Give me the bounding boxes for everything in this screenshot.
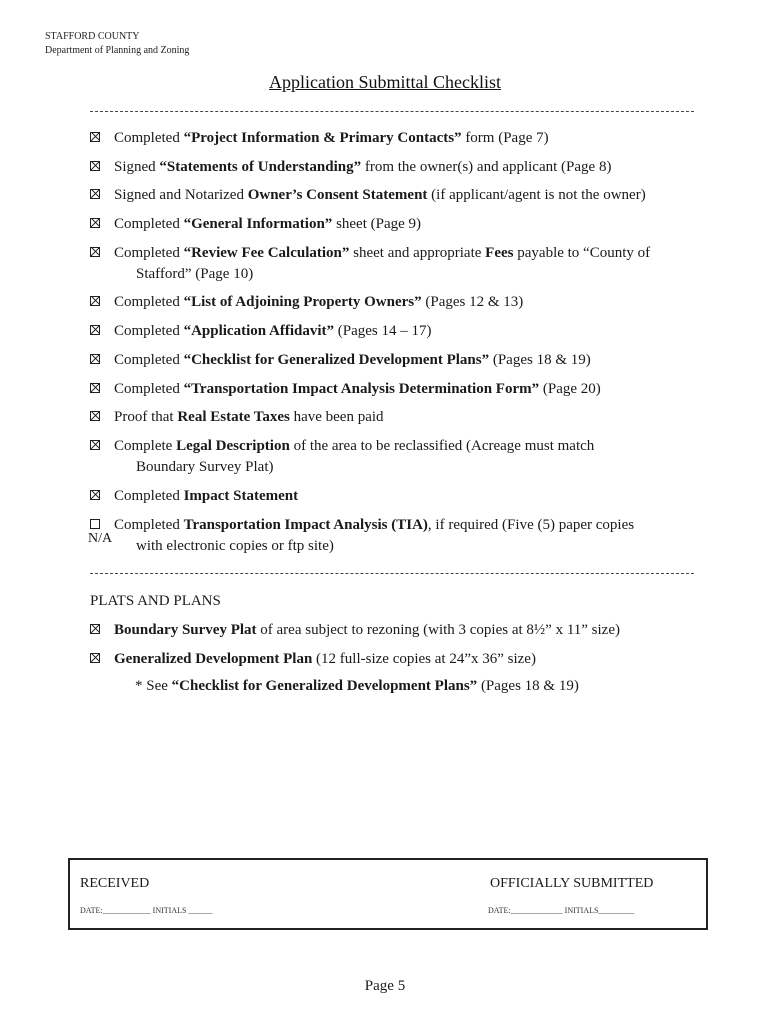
submitted-date-initials: DATE:_____________ INITIALS_________ (488, 906, 635, 915)
received-label: RECEIVED (80, 876, 150, 891)
item-line (90, 350, 710, 371)
item-text: form (Page 7) (461, 130, 549, 146)
item-text: Signed and Notarized (114, 187, 248, 203)
page-number: Page 5 (364, 978, 406, 994)
checklist-item-1 (90, 128, 710, 149)
item-text: Completed (114, 323, 184, 339)
item-line (90, 407, 710, 428)
item-text: Complete (114, 438, 177, 454)
item-line (90, 292, 710, 313)
item-text: Signed (114, 159, 160, 175)
emphasis-text: “Application Affidavit” (183, 323, 335, 339)
item-line (90, 157, 710, 178)
checklist-item-6 (90, 292, 710, 313)
checked-box-icon[interactable] (90, 490, 100, 500)
item-text: Completed (114, 245, 184, 261)
plans-item-1 (90, 620, 710, 641)
plans-note (135, 678, 579, 695)
divider-middle (90, 573, 694, 574)
item-text: sheet (Page 9) (332, 216, 422, 232)
department-name: Department of Planning and Zoning (45, 45, 190, 56)
item-text: Boundary Survey Plat) (136, 459, 274, 475)
item-line-continued (90, 264, 710, 285)
item-text: (if applicant/agent is not the owner) (427, 187, 646, 203)
item-text: Completed (114, 381, 184, 397)
item-text: (12 full-size copies at 24”x 36” size) (312, 651, 536, 667)
item-text: (Pages 12 & 13) (421, 294, 524, 310)
item-line (90, 436, 710, 457)
item-text: (Page 20) (539, 381, 601, 397)
checked-box-icon[interactable] (90, 325, 100, 335)
item-line (90, 486, 710, 507)
item-text: sheet and appropriate (349, 245, 486, 261)
plans-item-2 (90, 649, 710, 670)
checklist-item-11 (90, 436, 710, 478)
checked-box-icon[interactable] (90, 132, 100, 142)
item-text: Completed (114, 517, 184, 533)
item-line (90, 515, 710, 536)
emphasis-text: Owner’s Consent Statement (247, 187, 428, 203)
item-text: (Pages 18 & 19) (489, 352, 591, 368)
item-text: from the owner(s) and applicant (Page 8) (361, 159, 612, 175)
emphasis-text: “List of Adjoining Property Owners” (183, 294, 422, 310)
checked-box-icon[interactable] (90, 354, 100, 364)
emphasis-text: Legal Description (176, 438, 290, 454)
checklist-item-12 (90, 486, 710, 507)
emphasis-text: “Project Information & Primary Contacts” (183, 130, 462, 146)
item-text: of area subject to rezoning (with 3 copies at 8½” x 11” size) (256, 622, 620, 638)
emphasis-text: Impact Statement (183, 488, 299, 504)
emphasis-text: Fees (485, 245, 514, 261)
item-text: Completed (114, 352, 184, 368)
emphasis-text: “Transportation Impact Analysis Determination Form” (183, 381, 540, 397)
emphasis-text: “Checklist for Generalized Development Plans” (183, 352, 490, 368)
emphasis-text: Generalized Development Plan (114, 651, 313, 667)
item-line (90, 243, 710, 264)
item-text: (Pages 18 & 19) (477, 678, 579, 694)
page-title: Application Submittal Checklist (269, 72, 501, 92)
emphasis-text: “Checklist for Generalized Development Plans” (171, 678, 478, 694)
emphasis-text: “Statements of Understanding” (159, 159, 362, 175)
item-line (90, 321, 710, 342)
county-name: STAFFORD COUNTY (45, 31, 140, 42)
emphasis-text: Real Estate Taxes (177, 409, 290, 425)
item-text: (Pages 14 – 17) (334, 323, 432, 339)
checked-box-icon[interactable] (90, 161, 100, 171)
checklist-item-9 (90, 379, 710, 400)
checked-box-icon[interactable] (90, 653, 100, 663)
emphasis-text: “Review Fee Calculation” (183, 245, 350, 261)
item-text: Completed (114, 216, 184, 232)
received-box (68, 858, 708, 930)
item-line-continued (90, 457, 710, 478)
officially-submitted-label: OFFICIALLY SUBMITTED (490, 876, 654, 891)
item-line-continued (90, 536, 710, 557)
item-text: Completed (114, 294, 184, 310)
checked-box-icon[interactable] (90, 624, 100, 634)
plans-heading: PLATS AND PLANS (90, 593, 221, 609)
item-text: Stafford” (Page 10) (136, 266, 254, 282)
item-text: * See (135, 678, 172, 694)
checked-box-icon[interactable] (90, 296, 100, 306)
emphasis-text: Transportation Impact Analysis (TIA) (183, 517, 428, 533)
item-text: payable to “County of (513, 245, 651, 261)
item-text: Completed (114, 488, 184, 504)
checklist-item-4 (90, 214, 710, 235)
item-text: Proof that (114, 409, 178, 425)
item-line (90, 128, 710, 149)
checklist-item-2 (90, 157, 710, 178)
divider-top (90, 111, 694, 112)
item-line (90, 379, 710, 400)
checked-box-icon[interactable] (90, 440, 100, 450)
item-text: with electronic copies or ftp site) (136, 538, 334, 554)
checklist-item-7 (90, 321, 710, 342)
checklist-item-10 (90, 407, 710, 428)
item-line (90, 620, 710, 641)
checklist-item-3 (90, 185, 710, 206)
checked-box-icon[interactable] (90, 383, 100, 393)
checked-box-icon[interactable] (90, 247, 100, 257)
checklist-item-8 (90, 350, 710, 371)
item-text: Completed (114, 130, 184, 146)
item-line (90, 649, 710, 670)
item-line (90, 214, 710, 235)
received-date-initials: DATE:____________ INITIALS ______ (80, 906, 213, 915)
checked-box-icon[interactable] (90, 189, 100, 199)
na-note: N/A (88, 531, 113, 546)
item-line (90, 185, 710, 206)
checklist-item-13 (90, 515, 710, 557)
emphasis-text: Boundary Survey Plat (114, 622, 257, 638)
item-text: of the area to be reclassified (Acreage must match (289, 438, 595, 454)
checked-box-icon[interactable] (90, 411, 100, 421)
checklist-item-5 (90, 243, 710, 285)
item-text: , if required (Five (5) paper copies (427, 517, 635, 533)
checked-box-icon[interactable] (90, 218, 100, 228)
empty-box-icon[interactable] (90, 519, 100, 529)
item-text: have been paid (289, 409, 384, 425)
emphasis-text: “General Information” (183, 216, 333, 232)
